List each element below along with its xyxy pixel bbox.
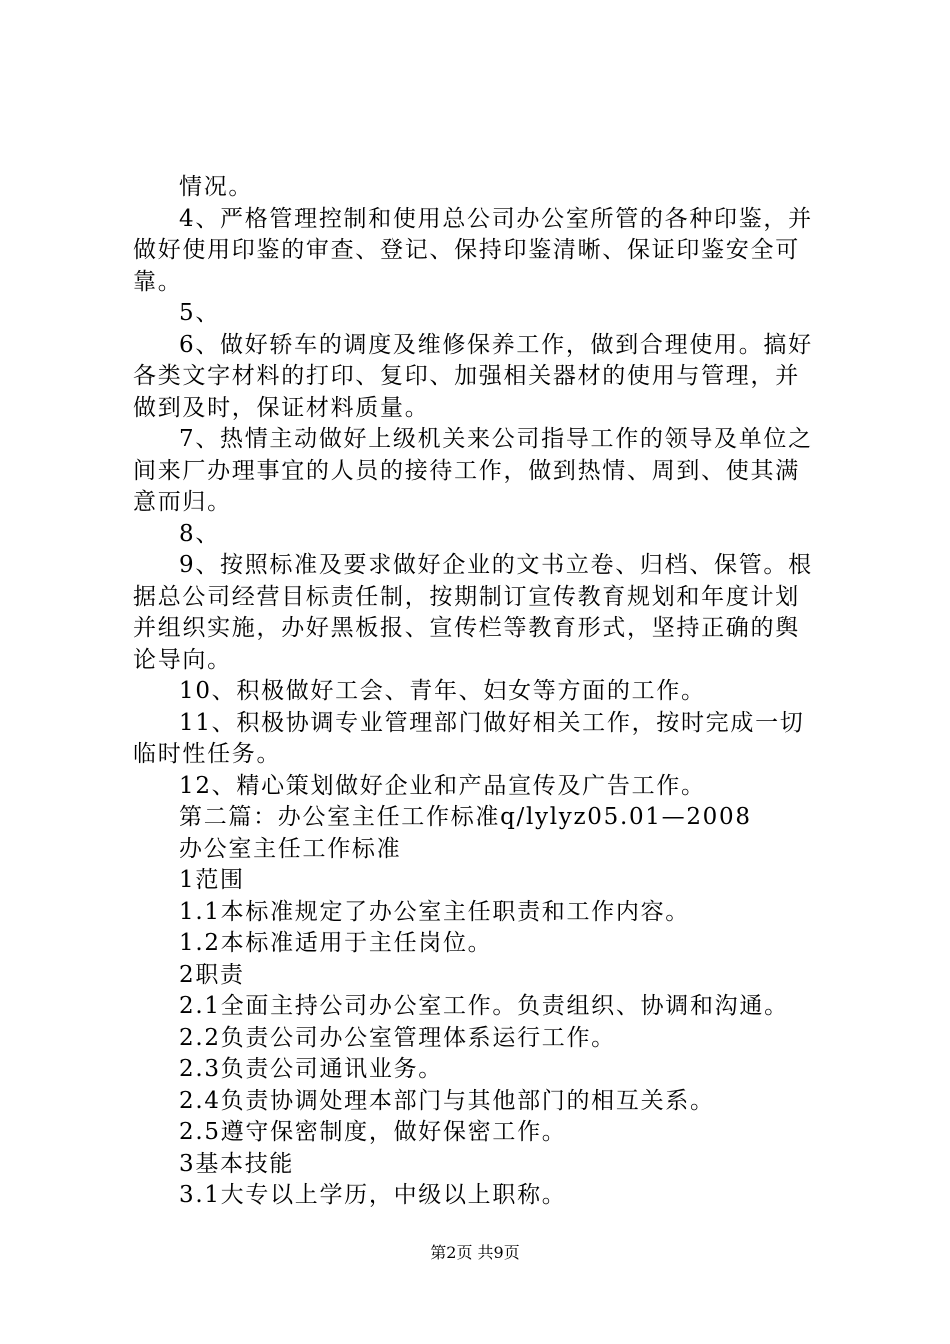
page-number-label: 第2页 共9页	[430, 1243, 520, 1262]
text-line: 2.3负责公司通讯业务。	[179, 1056, 443, 1082]
text-line: 各类文字材料的打印、复印、加强相关器材的使用与管理，并	[133, 363, 800, 389]
text-line: 8、	[179, 520, 221, 547]
page-footer	[0, 1243, 950, 1263]
text-line: 据总公司经营目标责任制，按期制订宣传教育规划和年度计划	[133, 583, 800, 610]
text-line: 1.2本标准适用于主任岗位。	[179, 930, 493, 956]
text-line: 论导向。	[133, 646, 232, 673]
text-line: 做好使用印鉴的审查、登记、保持印鉴清晰、保证印鉴安全可	[133, 237, 800, 263]
text-line: 2职责	[179, 961, 245, 988]
text-line: 办公室主任工作标准	[179, 835, 402, 862]
text-line: 并组织实施，办好黑板报、宣传栏等教育形式，坚持正确的舆	[133, 615, 800, 641]
text-line: 12、精心策划做好企业和产品宣传及广告工作。	[179, 772, 706, 799]
text-line: 10、积极做好工会、青年、妇女等方面的工作。	[179, 678, 706, 704]
text-line: 1.1本标准规定了办公室主任职责和工作内容。	[179, 898, 690, 925]
text-line: 6、做好轿车的调度及维修保养工作，做到合理使用。搞好	[179, 331, 813, 358]
document-body	[133, 172, 833, 1212]
text-line: 间来厂办理事宜的人员的接待工作，做到热情、周到、使其满	[133, 457, 800, 484]
text-line: 7、热情主动做好上级机关来公司指导工作的领导及单位之	[179, 426, 813, 452]
text-line: 5、	[179, 300, 221, 326]
text-line: 意而归。	[133, 489, 232, 515]
text-line: 4、严格管理控制和使用总公司办公室所管的各种印鉴，并	[179, 205, 813, 232]
text-line: 11、积极协调专业管理部门做好相关工作，按时完成一切	[179, 709, 805, 736]
text-line: 2.2负责公司办公室管理体系运行工作。	[179, 1024, 616, 1051]
text-line: 第二篇：办公室主任工作标准q/lylyz05.01—2008	[179, 804, 752, 830]
text-line: 2.1全面主持公司办公室工作。负责组织、协调和沟通。	[179, 993, 789, 1019]
text-line: 2.5遵守保密制度，做好保密工作。	[179, 1119, 567, 1145]
text-line: 做到及时，保证材料质量。	[133, 394, 430, 421]
text-line: 临时性任务。	[133, 741, 282, 767]
text-line: 情况。	[179, 174, 254, 200]
text-line: 靠。	[133, 268, 183, 295]
text-line: 3.1大专以上学历，中级以上职称。	[179, 1182, 567, 1208]
text-line: 9、按照标准及要求做好企业的文书立卷、归档、保管。根	[179, 552, 813, 578]
text-line: 3基本技能	[179, 1150, 295, 1177]
text-line: 1范围	[179, 867, 245, 893]
text-line: 2.4负责协调处理本部门与其他部门的相互关系。	[179, 1087, 715, 1114]
